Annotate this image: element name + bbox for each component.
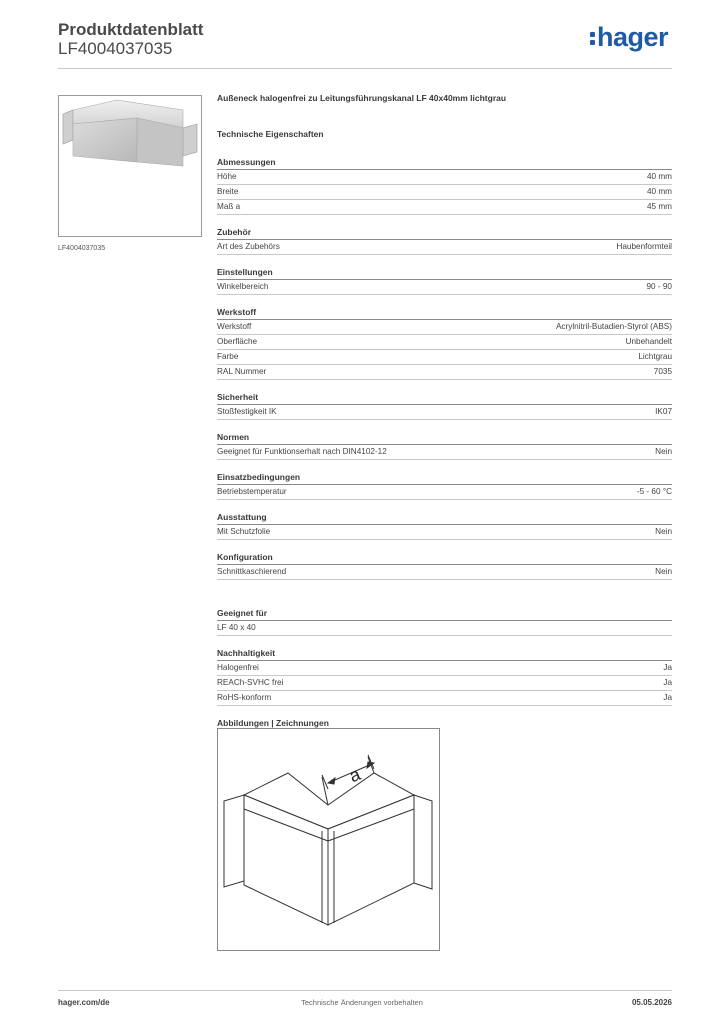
row-label: Stoßfestigkeit IK	[217, 407, 277, 416]
row-value: -5 - 60 °C	[636, 487, 672, 496]
footer-note: Technische Änderungen vorbehalten	[301, 998, 423, 1007]
sustainability-section	[217, 647, 672, 706]
thumbnail-caption: LF4004037035	[58, 245, 106, 252]
section-title: Abmessungen	[217, 156, 672, 170]
row-value: 45 mm	[646, 202, 672, 211]
product-photo-icon	[59, 96, 201, 236]
row-label: Maß a	[217, 202, 241, 211]
table-row	[217, 445, 672, 460]
table-row	[217, 621, 672, 636]
row-value: 40 mm	[646, 187, 672, 196]
tech-properties-heading: Technische Eigenschaften	[217, 129, 324, 139]
section-title: Werkstoff	[217, 306, 672, 320]
table-row	[217, 661, 672, 676]
property-section	[217, 266, 672, 295]
row-label: Betriebstemperatur	[217, 487, 287, 496]
row-value: Nein	[655, 447, 672, 456]
table-row	[217, 335, 672, 350]
footer-date: 05.05.2026	[631, 998, 672, 1007]
row-value: Unbehandelt	[625, 337, 672, 346]
corner-drawing-icon	[218, 729, 439, 950]
row-value: Haubenformteil	[616, 242, 672, 251]
dimension-label: a	[346, 763, 364, 787]
table-row	[217, 676, 672, 691]
row-label: Farbe	[217, 352, 239, 361]
suitable-title: Geeignet für	[217, 607, 672, 621]
row-value: Nein	[655, 567, 672, 576]
row-value: 40 mm	[646, 172, 672, 181]
table-row	[217, 185, 672, 200]
row-label: Halogenfrei	[217, 663, 259, 672]
table-row	[217, 405, 672, 420]
figures-title: Abbildungen | Zeichnungen	[217, 718, 329, 728]
row-label: Oberfläche	[217, 337, 258, 346]
table-row	[217, 691, 672, 706]
section-title: Normen	[217, 431, 672, 445]
row-value: Ja	[663, 678, 672, 687]
row-label: Werkstoff	[217, 322, 252, 331]
row-label: LF 40 x 40	[217, 623, 256, 632]
row-label: Schnittkaschierend	[217, 567, 287, 576]
row-value: Nein	[655, 527, 672, 536]
table-row	[217, 365, 672, 380]
table-row	[217, 240, 672, 255]
logo-text: hager	[597, 22, 669, 52]
product-code: LF4004037035	[58, 39, 173, 58]
row-value: Acrylnitril-Butadien-Styrol (ABS)	[555, 322, 672, 331]
table-row	[217, 320, 672, 335]
property-section	[217, 471, 672, 500]
section-title: Ausstattung	[217, 511, 672, 525]
footer-divider	[58, 990, 672, 991]
row-label: Breite	[217, 187, 239, 196]
table-row	[217, 485, 672, 500]
section-title: Konfiguration	[217, 551, 672, 565]
product-thumbnail	[58, 95, 202, 237]
section-title: Sicherheit	[217, 391, 672, 405]
table-row	[217, 525, 672, 540]
row-label: RAL Nummer	[217, 367, 267, 376]
sustainability-title: Nachhaltigkeit	[217, 647, 672, 661]
row-label: REACh-SVHC frei	[217, 678, 284, 687]
page-title: Produktdatenblatt	[58, 20, 204, 39]
property-section	[217, 511, 672, 540]
product-title: Außeneck halogenfrei zu Leitungsführungskanal LF 40x40mm lichtgrau	[217, 93, 507, 103]
property-section	[217, 551, 672, 580]
row-value: IK07	[655, 407, 672, 416]
property-section	[217, 431, 672, 460]
row-value: Lichtgrau	[638, 352, 672, 361]
table-row	[217, 200, 672, 215]
property-section	[217, 156, 672, 215]
property-section	[217, 306, 672, 380]
row-label: Mit Schutzfolie	[217, 527, 271, 536]
table-row	[217, 565, 672, 580]
row-value: Ja	[663, 663, 672, 672]
property-sections	[217, 156, 672, 580]
hager-logo	[590, 24, 668, 51]
datasheet-content	[217, 93, 672, 728]
logo-dots-icon	[590, 24, 596, 48]
technical-drawing	[217, 728, 440, 951]
row-label: Geeignet für Funktionserhalt nach DIN4102-12	[217, 447, 387, 456]
table-row	[217, 170, 672, 185]
row-label: Winkelbereich	[217, 282, 269, 291]
suitable-section	[217, 607, 672, 636]
header-divider	[58, 68, 672, 69]
table-row	[217, 350, 672, 365]
row-label: Art des Zubehörs	[217, 242, 280, 251]
table-row	[217, 280, 672, 295]
section-title: Zubehör	[217, 226, 672, 240]
section-title: Einsatzbedingungen	[217, 471, 672, 485]
section-title: Einstellungen	[217, 266, 672, 280]
property-section	[217, 226, 672, 255]
row-label: Höhe	[217, 172, 237, 181]
row-value: 90 - 90	[646, 282, 672, 291]
row-value: 7035	[653, 367, 672, 376]
row-value: Ja	[663, 693, 672, 702]
row-label: RoHS-konform	[217, 693, 272, 702]
property-section	[217, 391, 672, 420]
footer-link[interactable]: hager.com/de	[58, 998, 110, 1007]
